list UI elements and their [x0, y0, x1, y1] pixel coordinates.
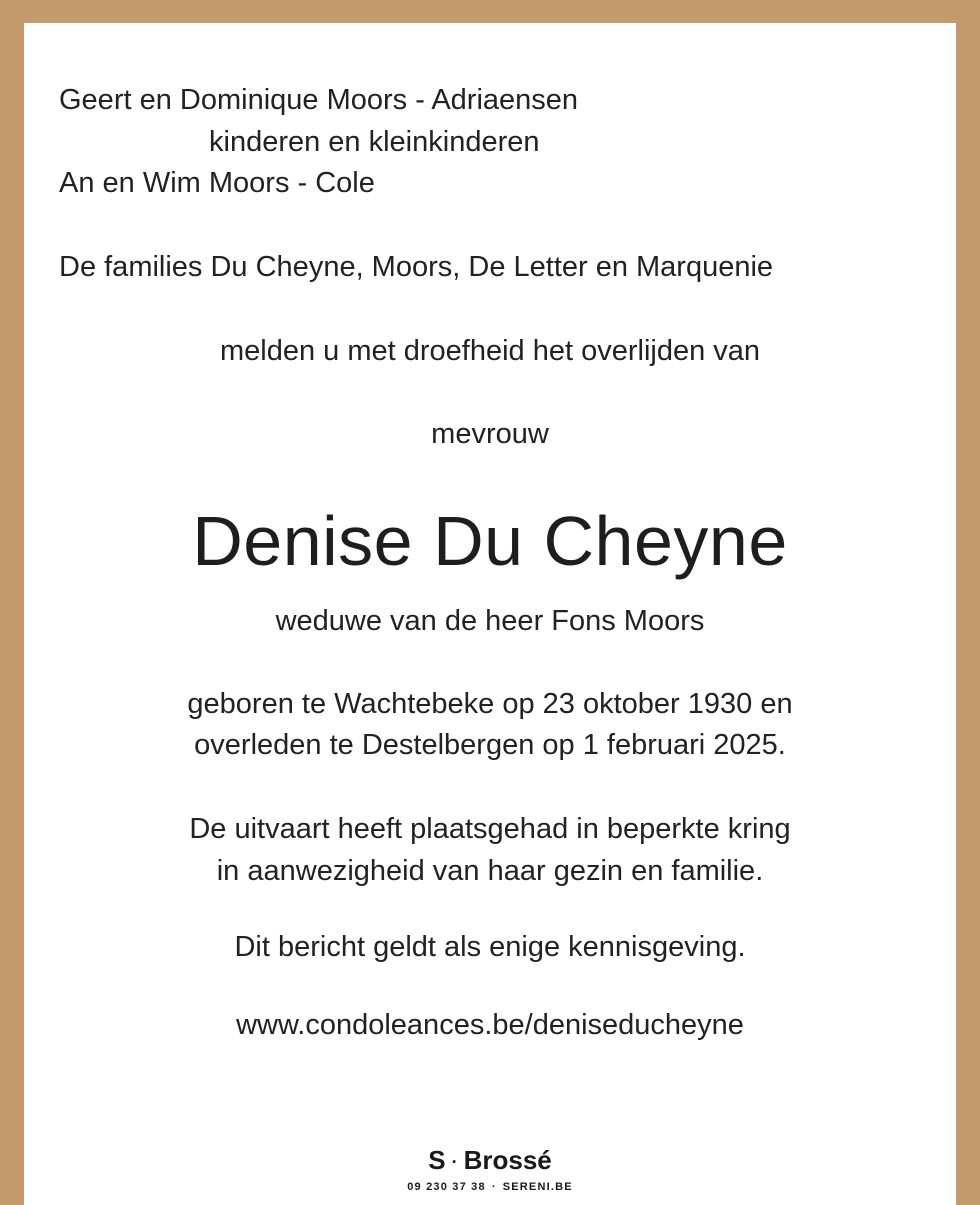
family-line-4: De families Du Cheyne, Moors, De Letter en Marquenie: [59, 251, 774, 283]
deceased-name: Denise Du Cheyne: [192, 502, 788, 580]
footer-contact: [0, 1182, 980, 1193]
death-text: overleden te Destelbergen op 1 februari 2025.: [194, 729, 786, 761]
announcement-intro: melden u met droefheid het overlijden van: [219, 335, 761, 367]
deceased-title: mevrouw: [431, 418, 549, 450]
logo-brosse: Brossé: [463, 1145, 552, 1175]
notice-text: Dit bericht geldt als enige kennisgeving.: [234, 931, 746, 963]
footer-phone: 09 230 37 38: [407, 1181, 486, 1193]
family-line-2: kinderen en kleinkinderen: [209, 126, 540, 158]
footer-site[interactable]: SERENI.BE: [502, 1181, 573, 1193]
relation-text: weduwe van de heer Fons Moors: [275, 605, 705, 637]
funeral-text-1: De uitvaart heeft plaatsgehad in beperkte kring: [189, 813, 791, 845]
family-line-3: An en Wim Moors - Cole: [59, 167, 375, 199]
birth-text: geboren te Wachtebeke op 23 oktober 1930 en: [187, 688, 793, 720]
footer-separator: ·: [491, 1181, 497, 1193]
brosse-logo: [0, 1147, 980, 1173]
funeral-text-2: in aanwezigheid van haar gezin en familie.: [216, 855, 764, 887]
logo-dot: ·: [451, 1152, 458, 1173]
condolence-link[interactable]: www.condoleances.be/deniseducheyne: [236, 1009, 744, 1041]
family-line-1: Geert en Dominique Moors - Adriaensen: [59, 84, 579, 116]
logo-s: S: [428, 1145, 446, 1175]
